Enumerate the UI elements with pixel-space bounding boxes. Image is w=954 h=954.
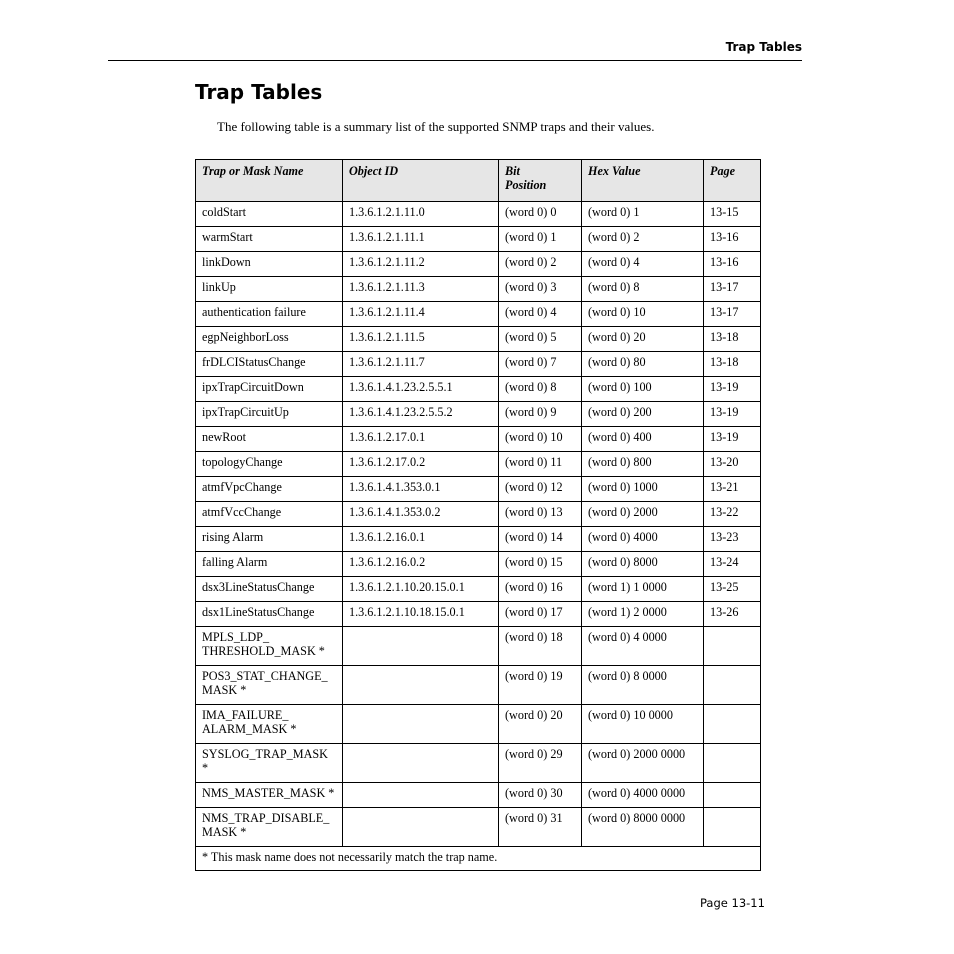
table-row [196,527,761,552]
cell-page [704,808,761,847]
cell-hex-value: (word 0) 8 0000 [582,666,704,705]
cell-object-id [343,783,499,808]
cell-bit-position: (word 0) 0 [499,202,582,227]
cell-hex-value: (word 0) 10 0000 [582,705,704,744]
cell-object-id [343,705,499,744]
cell-bit-position: (word 0) 20 [499,705,582,744]
running-header [108,0,802,61]
cell-trap-name: ipxTrapCircuitDown [196,377,343,402]
cell-object-id: 1.3.6.1.2.1.11.0 [343,202,499,227]
header-page: Page [704,160,761,202]
cell-bit-position: (word 0) 2 [499,252,582,277]
table-row [196,783,761,808]
cell-page [704,627,761,666]
table-row [196,705,761,744]
cell-object-id: 1.3.6.1.4.1.353.0.2 [343,502,499,527]
cell-bit-position: (word 0) 19 [499,666,582,705]
cell-object-id: 1.3.6.1.2.1.11.7 [343,352,499,377]
cell-page [704,705,761,744]
table-row [196,427,761,452]
trap-table [195,159,761,871]
cell-object-id [343,627,499,666]
table-row [196,477,761,502]
cell-object-id: 1.3.6.1.2.1.11.2 [343,252,499,277]
cell-object-id: 1.3.6.1.4.1.353.0.1 [343,477,499,502]
cell-object-id: 1.3.6.1.2.1.10.18.15.0.1 [343,602,499,627]
cell-object-id [343,808,499,847]
cell-hex-value: (word 0) 4000 0000 [582,783,704,808]
cell-trap-name: dsx3LineStatusChange [196,577,343,602]
cell-trap-name: POS3_STAT_CHANGE_ MASK * [196,666,343,705]
cell-object-id: 1.3.6.1.4.1.23.2.5.5.2 [343,402,499,427]
cell-bit-position: (word 0) 18 [499,627,582,666]
table-row [196,202,761,227]
table-row [196,552,761,577]
table-row [196,402,761,427]
cell-object-id [343,666,499,705]
table-row [196,744,761,783]
cell-hex-value: (word 1) 2 0000 [582,602,704,627]
table-header-row [196,160,761,202]
cell-bit-position: (word 0) 15 [499,552,582,577]
cell-page [704,666,761,705]
cell-trap-name: authentication failure [196,302,343,327]
table-row [196,277,761,302]
cell-hex-value: (word 0) 200 [582,402,704,427]
cell-page: 13-16 [704,227,761,252]
cell-hex-value: (word 0) 4 0000 [582,627,704,666]
cell-bit-position: (word 0) 16 [499,577,582,602]
cell-trap-name: dsx1LineStatusChange [196,602,343,627]
cell-page: 13-25 [704,577,761,602]
cell-hex-value: (word 0) 8000 0000 [582,808,704,847]
cell-page: 13-19 [704,377,761,402]
cell-page: 13-17 [704,302,761,327]
cell-page: 13-19 [704,427,761,452]
cell-trap-name: SYSLOG_TRAP_MASK * [196,744,343,783]
cell-hex-value: (word 0) 4000 [582,527,704,552]
cell-trap-name: linkUp [196,277,343,302]
cell-bit-position: (word 0) 14 [499,527,582,552]
cell-hex-value: (word 0) 2 [582,227,704,252]
table-footnote: * This mask name does not necessarily match the trap name. [196,847,761,871]
cell-bit-position: (word 0) 8 [499,377,582,402]
cell-trap-name: NMS_MASTER_MASK * [196,783,343,808]
cell-hex-value: (word 0) 2000 [582,502,704,527]
cell-bit-position: (word 0) 17 [499,602,582,627]
cell-page: 13-16 [704,252,761,277]
table-row [196,577,761,602]
header-trap-name: Trap or Mask Name [196,160,343,202]
cell-trap-name: ipxTrapCircuitUp [196,402,343,427]
cell-trap-name: falling Alarm [196,552,343,577]
cell-hex-value: (word 0) 8000 [582,552,704,577]
cell-trap-name: atmfVpcChange [196,477,343,502]
cell-hex-value: (word 0) 2000 0000 [582,744,704,783]
cell-page: 13-18 [704,327,761,352]
intro-paragraph: The following table is a summary list of the supported SNMP traps and their values. [217,119,655,134]
cell-trap-name: newRoot [196,427,343,452]
cell-bit-position: (word 0) 12 [499,477,582,502]
table-row [196,666,761,705]
table-row [196,352,761,377]
table-row [196,252,761,277]
cell-page [704,744,761,783]
table-row [196,602,761,627]
table-row [196,452,761,477]
cell-hex-value: (word 0) 400 [582,427,704,452]
cell-hex-value: (word 0) 80 [582,352,704,377]
header-bit-position: Bit Position [499,160,582,202]
cell-trap-name: warmStart [196,227,343,252]
cell-object-id: 1.3.6.1.2.17.0.1 [343,427,499,452]
header-object-id: Object ID [343,160,499,202]
cell-trap-name: rising Alarm [196,527,343,552]
cell-hex-value: (word 0) 800 [582,452,704,477]
cell-trap-name: IMA_FAILURE_ ALARM_MASK * [196,705,343,744]
header-hex-value: Hex Value [582,160,704,202]
cell-trap-name: frDLCIStatusChange [196,352,343,377]
cell-page: 13-23 [704,527,761,552]
cell-object-id: 1.3.6.1.2.16.0.2 [343,552,499,577]
cell-bit-position: (word 0) 9 [499,402,582,427]
cell-hex-value: (word 0) 8 [582,277,704,302]
cell-bit-position: (word 0) 3 [499,277,582,302]
cell-page: 13-24 [704,552,761,577]
table-row [196,377,761,402]
cell-hex-value: (word 1) 1 0000 [582,577,704,602]
cell-bit-position: (word 0) 5 [499,327,582,352]
footnote-row [196,847,761,871]
cell-page: 13-17 [704,277,761,302]
running-header-title: Trap Tables [725,40,802,54]
cell-bit-position: (word 0) 30 [499,783,582,808]
table-row [196,227,761,252]
cell-hex-value: (word 0) 1000 [582,477,704,502]
cell-bit-position: (word 0) 31 [499,808,582,847]
table-row [196,302,761,327]
cell-object-id: 1.3.6.1.2.1.11.1 [343,227,499,252]
cell-bit-position: (word 0) 4 [499,302,582,327]
table-row [196,627,761,666]
cell-trap-name: MPLS_LDP_ THRESHOLD_MASK * [196,627,343,666]
cell-object-id: 1.3.6.1.2.1.11.3 [343,277,499,302]
cell-page: 13-20 [704,452,761,477]
cell-bit-position: (word 0) 1 [499,227,582,252]
table-row [196,502,761,527]
cell-bit-position: (word 0) 10 [499,427,582,452]
cell-trap-name: atmfVccChange [196,502,343,527]
cell-bit-position: (word 0) 13 [499,502,582,527]
cell-object-id: 1.3.6.1.2.16.0.1 [343,527,499,552]
cell-bit-position: (word 0) 11 [499,452,582,477]
cell-trap-name: egpNeighborLoss [196,327,343,352]
cell-page: 13-21 [704,477,761,502]
cell-hex-value: (word 0) 4 [582,252,704,277]
cell-trap-name: coldStart [196,202,343,227]
cell-page: 13-19 [704,402,761,427]
cell-page [704,783,761,808]
cell-hex-value: (word 0) 100 [582,377,704,402]
cell-object-id: 1.3.6.1.2.1.11.4 [343,302,499,327]
cell-bit-position: (word 0) 29 [499,744,582,783]
cell-object-id: 1.3.6.1.2.1.11.5 [343,327,499,352]
cell-object-id: 1.3.6.1.4.1.23.2.5.5.1 [343,377,499,402]
cell-trap-name: NMS_TRAP_DISABLE_ MASK * [196,808,343,847]
cell-bit-position: (word 0) 7 [499,352,582,377]
cell-object-id [343,744,499,783]
cell-page: 13-15 [704,202,761,227]
cell-object-id: 1.3.6.1.2.1.10.20.15.0.1 [343,577,499,602]
table-body [196,202,761,847]
cell-hex-value: (word 0) 1 [582,202,704,227]
cell-trap-name: linkDown [196,252,343,277]
cell-hex-value: (word 0) 10 [582,302,704,327]
table-row [196,327,761,352]
cell-object-id: 1.3.6.1.2.17.0.2 [343,452,499,477]
cell-page: 13-26 [704,602,761,627]
table-row [196,808,761,847]
cell-trap-name: topologyChange [196,452,343,477]
cell-page: 13-18 [704,352,761,377]
page-title: Trap Tables [195,80,323,104]
page-number: Page 13-11 [700,896,765,910]
cell-hex-value: (word 0) 20 [582,327,704,352]
cell-page: 13-22 [704,502,761,527]
